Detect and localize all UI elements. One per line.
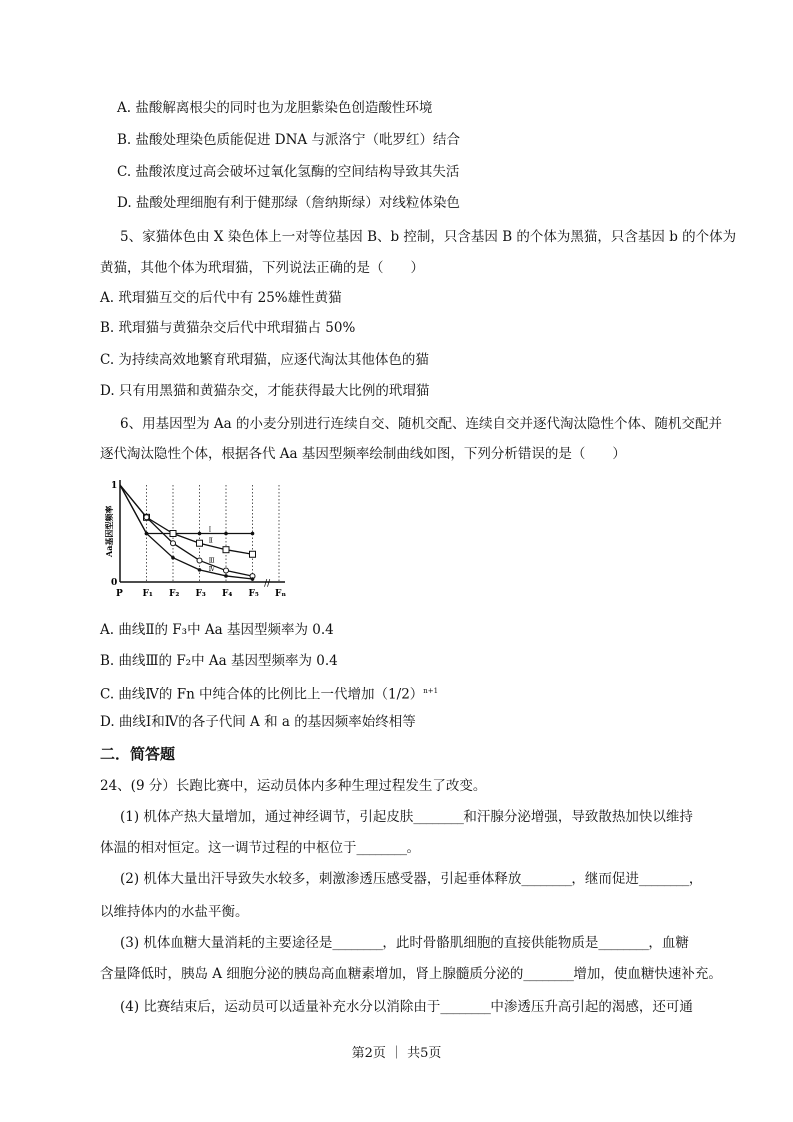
text-line xyxy=(100,965,722,983)
page-footer: 第2页 ｜ 共5页 xyxy=(351,1046,442,1061)
text: ， xyxy=(688,871,703,887)
data-point-dot xyxy=(251,577,255,581)
text-line xyxy=(100,682,438,704)
text-line xyxy=(120,934,689,952)
data-point-square xyxy=(223,547,229,553)
text-line xyxy=(120,415,722,433)
text-line xyxy=(100,289,342,307)
text: 体温的相对恒定。这一调节过程的中枢位于 xyxy=(100,840,357,856)
data-point-dot xyxy=(171,556,175,560)
text: D. 只有用黑猫和黄猫杂交，才能获得最大比例的玳瑁猫 xyxy=(100,383,430,399)
section-heading xyxy=(100,745,175,763)
data-point-dot xyxy=(145,532,149,536)
text-line xyxy=(120,228,736,246)
text: 和汗腺分泌增强，导致散热加快以维持 xyxy=(463,809,693,825)
text-line xyxy=(100,319,355,337)
text-line xyxy=(100,903,249,921)
text: (3) 机体血糖大量消耗的主要途径是 xyxy=(120,935,333,951)
text: ，此时骨骼肌细胞的直接供能物质是 xyxy=(382,935,599,951)
y-tick-label: 1 xyxy=(111,481,118,491)
text: A. 玳瑁猫互交的后代中有 25%雄性黄猫 xyxy=(100,290,342,306)
series-label: Ⅰ xyxy=(208,526,212,534)
series-line-3 xyxy=(120,485,253,576)
text: 黄猫，其他个体为玳瑁猫，下列说法正确的是（ ） xyxy=(100,260,424,276)
y-axis-label: Aa基因型频率 xyxy=(104,505,114,557)
data-point-dot xyxy=(198,532,202,536)
series-line-4 xyxy=(120,485,253,579)
x-tick-label: F₃ xyxy=(195,589,206,599)
text-line xyxy=(117,194,460,212)
text: B. 曲线Ⅲ的 F₂中 Aa 基因型频率为 0.4 xyxy=(100,653,338,669)
superscript: n+1 xyxy=(423,687,439,695)
axis-break: // xyxy=(264,579,271,589)
answer-blank: ________ xyxy=(521,871,572,887)
text: 以维持体内的水盐平衡。 xyxy=(100,904,249,920)
text: C. 为持续高效地繁育玳瑁猫，应逐代淘汰其他体色的猫 xyxy=(100,352,429,368)
text: B. 盐酸处理染色质能促进 DNA 与派洛宁（吡罗红）结合 xyxy=(117,132,460,148)
text: 。 xyxy=(406,840,420,856)
x-tick-label: Fₙ xyxy=(275,589,287,599)
text-line xyxy=(100,777,486,795)
text: B. 玳瑁猫与黄猫杂交后代中玳瑁猫占 50% xyxy=(100,320,356,336)
data-point-circle xyxy=(197,558,202,563)
text: D. 曲线Ⅰ和Ⅳ的各子代间 A 和 a 的基因频率始终相等 xyxy=(100,714,416,730)
text: (1) 机体产热大量增加，通过神经调节，引起皮肤 xyxy=(120,809,414,825)
text: C. 曲线Ⅳ的 Fn 中纯合体的比例比上一代增加（1/2） xyxy=(100,686,424,703)
series-label: Ⅲ xyxy=(208,557,215,565)
text: 二．简答题 xyxy=(100,745,176,763)
y-tick-label: 0 xyxy=(111,578,118,588)
text: (2) 机体大量出汗导致失水较多，刺激渗透压感受器，引起垂体释放 xyxy=(120,871,522,887)
text-line xyxy=(117,163,459,181)
answer-blank: ________ xyxy=(440,999,491,1015)
text-line xyxy=(100,445,626,463)
data-point-circle xyxy=(171,541,176,546)
text-line xyxy=(117,131,460,149)
text-line xyxy=(100,382,429,400)
text: 中渗透压升高引起的渴感，还可通 xyxy=(490,999,693,1015)
data-point-dot xyxy=(224,532,228,536)
text-line xyxy=(120,870,702,888)
text: 逐代淘汰隐性个体，根据各代 Aa 基因型频率绘制曲线如图，下列分析错误的是（ ） xyxy=(100,446,626,462)
answer-blank: ________ xyxy=(356,840,407,856)
text: ，继而促进 xyxy=(571,871,639,887)
x-tick-label: F₄ xyxy=(222,589,233,599)
x-tick-label: F₅ xyxy=(248,589,259,599)
data-point-circle xyxy=(144,515,149,520)
text: D. 盐酸处理细胞有利于健那绿（詹纳斯绿）对线粒体染色 xyxy=(117,195,460,211)
data-point-dot xyxy=(224,574,228,578)
series-label: Ⅳ xyxy=(208,565,215,573)
data-point-square xyxy=(197,540,203,546)
answer-blank: ________ xyxy=(523,966,574,982)
text-line xyxy=(100,259,424,277)
text-line xyxy=(100,839,420,857)
text: 6、用基因型为 Aa 的小麦分别进行连续自交、随机交配、连续自交并逐代淘汰隐性个体、随机交配并 xyxy=(120,416,722,432)
text: A. 盐酸解离根尖的同时也为龙胆紫染色创造酸性环境 xyxy=(117,100,433,116)
answer-blank: ________ xyxy=(638,871,689,887)
text-line xyxy=(100,351,429,369)
text-line xyxy=(100,621,334,639)
text: (4) 比赛结束后，运动员可以适量补充水分以消除由于 xyxy=(120,999,441,1015)
answer-blank: ________ xyxy=(332,935,383,951)
text: C. 盐酸浓度过高会破坏过氧化氢酶的空间结构导致其失活 xyxy=(117,164,460,180)
series-label: Ⅱ xyxy=(208,537,213,545)
answer-blank: ________ xyxy=(413,809,464,825)
data-point-square xyxy=(170,531,176,537)
text-line xyxy=(100,713,416,731)
text: 24、(9 分）长跑比赛中，运动员体内多种生理过程发生了改变。 xyxy=(100,778,487,794)
text: 含量降低时，胰岛 A 细胞分泌的胰岛高血糖素增加，肾上腺髓质分泌的 xyxy=(100,966,524,982)
answer-blank: ________ xyxy=(598,935,649,951)
text: 增加，使血糖快速补充。 xyxy=(573,966,722,982)
series-line-2 xyxy=(120,485,253,554)
text-line xyxy=(100,652,338,670)
x-tick-label: F₂ xyxy=(169,589,180,599)
data-point-circle xyxy=(224,568,229,573)
text: A. 曲线Ⅱ的 F₃中 Aa 基因型频率为 0.4 xyxy=(100,622,334,638)
text-line xyxy=(120,808,693,826)
text: 5、家猫体色由 X 染色体上一对等位基因 B、b 控制，只含基因 B 的个体为黑猫，只含基因 b 的个体为 xyxy=(120,229,737,245)
text-line xyxy=(120,998,693,1016)
aa-frequency-chart xyxy=(100,472,300,602)
x-tick-label: F₁ xyxy=(142,589,153,599)
text-line xyxy=(117,99,432,117)
data-point-square xyxy=(250,551,256,557)
data-point-dot xyxy=(251,532,255,536)
data-point-dot xyxy=(198,568,202,572)
text: ，血糖 xyxy=(648,935,689,951)
x-tick-label: P xyxy=(116,589,123,599)
